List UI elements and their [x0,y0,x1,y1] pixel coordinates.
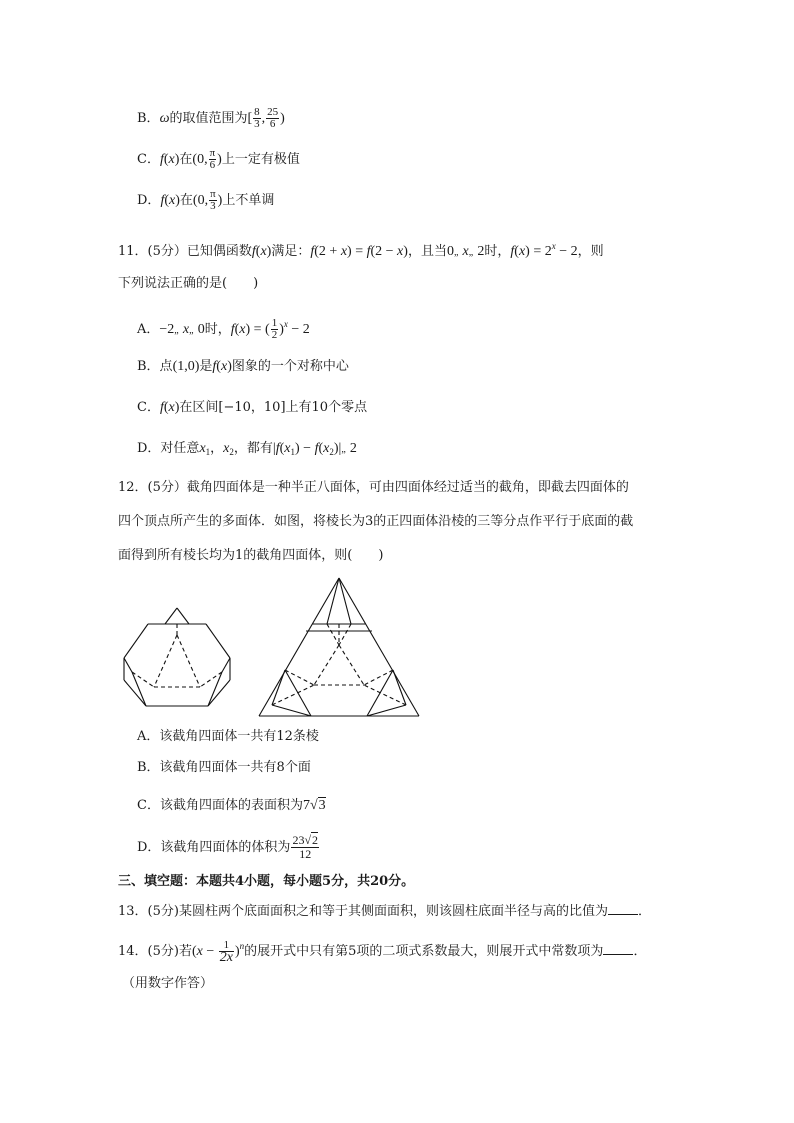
q11-option-b[interactable]: B．点(1,0)是f(x)图象的一个对称中心 [137,359,349,374]
q14-note: （用数字作答） [122,976,214,991]
section-three-heading: 三、填空题：本题共4小题，每小题5分，共20分。 [118,874,415,889]
q10-option-d[interactable]: D．f(x)在(0, $\frac{\pi}{3}$ )上不单调 [137,188,275,212]
q11-stem-line1: 11．(5分）已知偶函数f(x)满足：f(2 + x) = f(2 − x)，且当0„ x„ 2时，$f(x) = 2^x - 2$，则 [118,241,604,259]
q10-option-b[interactable]: B．ω的取值范围为[ $\frac{8}{3}$ , $\frac{25}{6}$ ) [137,106,285,130]
q14: 14．(5分)若(x − $\frac{1}{2x}$ )$^n$的展开式中只有第5项的二项式系数最大，则展开式中常数项为 ． [118,939,647,965]
q12-option-c[interactable]: C．该截角四面体的表面积为7√3 [137,798,326,813]
q12-option-d[interactable]: D．该截角四面体的体积为 $\frac{23√2}{12}$ [137,833,319,861]
q11-option-d[interactable]: D．对任意$x_1$，$x_2$，都有$|f(x_1)$ − $f(x_2)|„$ 2 [137,441,357,457]
q14-answer-blank[interactable] [603,942,633,955]
cut-tetrahedron-figure [256,575,422,720]
q12-stem-line1: 12．(5分）截角四面体是一种半正八面体，可由四面体经过适当的截角，即截去四面体的 [118,480,629,495]
q12-stem-line2: 四个顶点所产生的多面体．如图，将棱长为3的正四面体沿棱的三等分点作平行于底面的截 [118,514,634,529]
q11-option-a[interactable]: A．−2„ x„ 0时，f(x) = ( $\frac{1}{2}$ )$^x$ − 2 [137,317,310,341]
q12-option-a[interactable]: A．该截角四面体一共有12条棱 [137,729,319,744]
q11-option-c[interactable]: C．f(x)在区间[−10，10]上有10个零点 [137,400,368,415]
q11-stem-line2: 下列说法正确的是( ) [118,276,259,291]
q12-option-b[interactable]: B．该截角四面体一共有8个面 [137,760,311,775]
q13: 13．(5分)某圆柱两个底面面积之和等于其侧面面积，则该圆柱底面半径与高的比值为 ． [118,904,651,919]
q12-stem-line3: 面得到所有棱长均为1的截角四面体，则( ) [118,548,384,563]
truncated-tetrahedron-figure [118,600,238,712]
q10-option-c[interactable]: C．f(x)在(0, $\frac{\pi}{6}$ )上一定有极值 [137,147,300,171]
q13-answer-blank[interactable] [608,902,638,915]
